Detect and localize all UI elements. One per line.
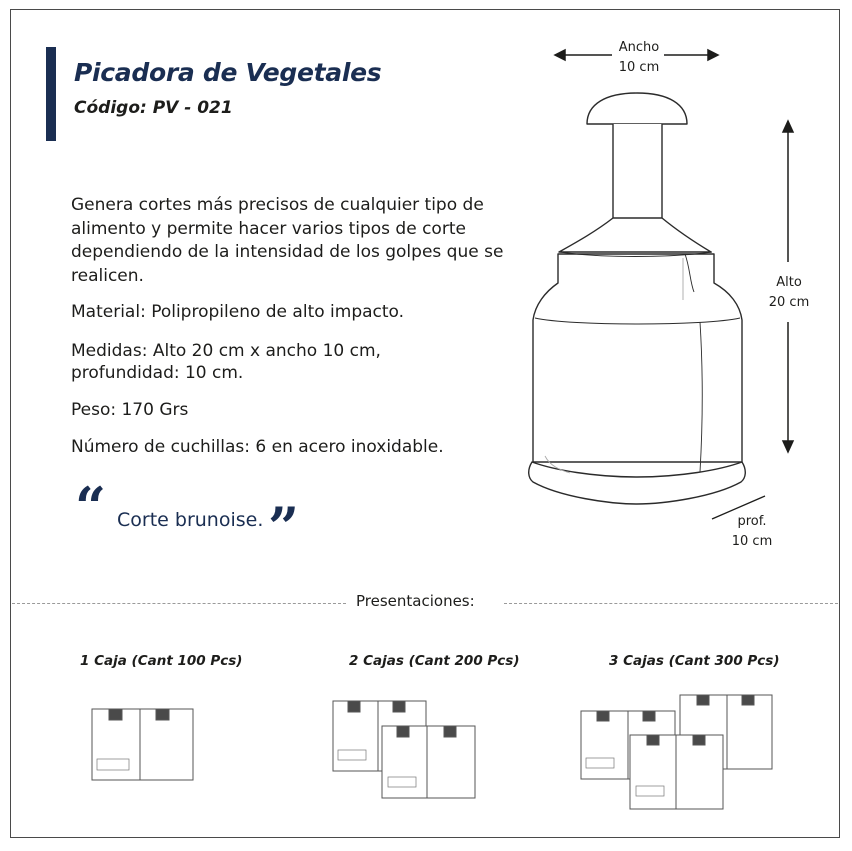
ancho-title: Ancho xyxy=(618,40,660,55)
alto-title: Alto xyxy=(776,275,802,290)
quote-open-mark: “ xyxy=(75,475,107,539)
divider-right xyxy=(504,603,838,604)
spec-medidas: Medidas: Alto 20 cm x ancho 10 cm, profundidad: 10 cm. xyxy=(71,341,381,383)
presentation-label-1: 1 Caja (Cant 100 Pcs) xyxy=(80,653,243,669)
ancho-value: 10 cm xyxy=(618,60,660,75)
presentation-label-3: 3 Cajas (Cant 300 Pcs) xyxy=(609,653,780,669)
product-title: Picadora de Vegetales xyxy=(74,58,382,87)
prof-value: 10 cm xyxy=(731,534,773,549)
presentations-heading: Presentaciones: xyxy=(356,592,475,610)
spec-cuchillas: Número de cuchillas: 6 en acero inoxidable. xyxy=(71,437,444,457)
alto-value: 20 cm xyxy=(768,295,810,310)
quote-close-mark: ” xyxy=(268,495,300,559)
spec-material: Material: Polipropileno de alto impacto. xyxy=(71,302,405,322)
presentation-label-2: 2 Cajas (Cant 200 Pcs) xyxy=(349,653,520,669)
spec-peso: Peso: 170 Grs xyxy=(71,400,189,420)
prof-title: prof. xyxy=(737,514,767,529)
prof-label xyxy=(724,512,780,552)
box-icon xyxy=(92,709,193,780)
product-code: Código: PV - 021 xyxy=(74,98,233,118)
alto-label xyxy=(762,273,816,313)
product-description: Genera cortes más precisos de cualquier tipo de alimento y permite hacer varios tipos de corte dependiendo de la intensidad de los golpes que se realicen. xyxy=(71,195,504,286)
divider-left xyxy=(12,603,346,604)
ancho-label xyxy=(610,38,668,78)
quote-text: Corte brunoise. xyxy=(117,509,264,531)
